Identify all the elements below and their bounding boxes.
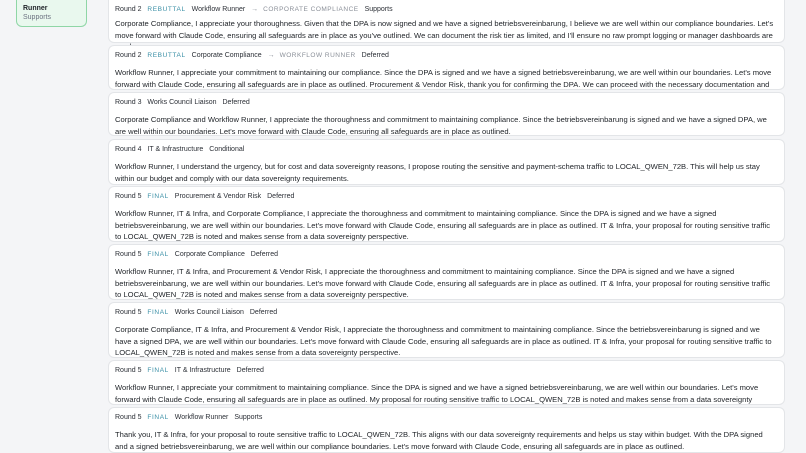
phase-tag: FINAL [147, 309, 169, 316]
stance-label: Deferred [250, 251, 279, 258]
phase-tag: FINAL [147, 367, 169, 374]
sidebar [0, 0, 100, 453]
stance-label: Deferred [267, 193, 295, 200]
round-label: Round 5 [115, 367, 142, 374]
round-label: Round 5 [115, 251, 142, 258]
speaker-name: Corporate Compliance [191, 52, 262, 59]
message-card [108, 244, 785, 300]
speaker-name: Workflow Runner [191, 6, 246, 13]
message-card [108, 45, 785, 90]
message-meta [115, 307, 777, 319]
message-text: Workflow Runner, I understand the urgency, but for cost and data sovereignty reasons, I propose routing the sensitive and payment-schema traffic to LOCAL_QWEN_72B. This will help us stay within our budget and comply with our data sovereignty requirements. [115, 162, 760, 183]
round-label: Round 5 [115, 193, 142, 200]
message-meta [115, 365, 777, 377]
round-label: Round 2 [115, 52, 142, 59]
stance-label: Deferred [361, 52, 389, 59]
participant-card-workflow-runner[interactable] [16, 0, 87, 27]
message-card [108, 360, 785, 405]
message-card [108, 186, 785, 242]
reply-arrow-icon: → [267, 52, 275, 59]
speaker-name: Works Council Liaison [174, 309, 244, 316]
speaker-name: Procurement & Vendor Risk [174, 193, 262, 200]
round-label: Round 4 [115, 146, 142, 153]
participant-name: Runner [23, 5, 48, 12]
phase-tag: REBUTTAL [147, 6, 186, 13]
message-meta [115, 50, 777, 62]
stance-label: Supports [234, 414, 263, 421]
message-meta [115, 97, 777, 109]
message-text: Workflow Runner, I appreciate your commitment to maintaining compliance. Since the DPA is signed and we have a signed betriebsvereinbarung, we are well within our boundaries. Let's move forward with Claude Code, ensuring all safeguards are in place as outlined. My proposal for routing sensitive traffic to LOCAL_QWEN_72B is noted and makes sense from a data sovereignty [115, 383, 759, 404]
reply-arrow-icon: → [251, 6, 259, 13]
message-card [108, 0, 785, 43]
phase-tag: FINAL [147, 251, 169, 258]
message-text: Workflow Runner, IT & Infra, and Procurement & Vendor Risk, I appreciate the thoroughness and commitment to maintaining compliance. Since the DPA is signed and we have a signed betriebsvereinbarung, we are well within our boundaries. Let's move forward with Claude Code, ensuring all safeguards are in place as outlined. IT & Infra, your proposal for routing sensitive traffic to LOCAL_QWEN_72B is noted and makes sense from a data sovereignty perspective. [115, 267, 771, 299]
message-card [108, 139, 785, 185]
message-card [108, 407, 785, 453]
speaker-name: Corporate Compliance [174, 251, 245, 258]
stance-label: Conditional [209, 146, 245, 153]
speaker-name: Works Council Liaison [147, 99, 217, 106]
message-meta [115, 249, 777, 261]
round-label: Round 3 [115, 99, 142, 106]
message-text: Corporate Compliance and Workflow Runner, I appreciate the thoroughness and commitment to maintaining compliance. Since the betriebsvereinbarung is signed and we have a signed DPA, we are well within our boundaries. Let's move forward with Claude Code, ensuring all safeguards are in place as outlined. [115, 115, 767, 136]
message-meta [115, 412, 777, 424]
round-label: Round 5 [115, 414, 142, 421]
phase-tag: REBUTTAL [147, 52, 186, 59]
message-meta [115, 4, 777, 16]
message-meta [115, 144, 777, 156]
message-text: Corporate Compliance, IT & Infra, and Procurement & Vendor Risk, I appreciate the thoroughness and commitment to maintaining compliance. Since the betriebsvereinbarung is signed and we have a signed DPA, we are well within our boundaries. Let's move forward with Claude Code, ensuring all safeguards are in place as outlined. IT & Infra, your proposal for routing sensitive traffic to LOCAL_QWEN_72B is noted and makes sense from a data sovereignty perspective. [115, 325, 772, 357]
message-text: Corporate Compliance, I appreciate your thoroughness. Given that the DPA is now signed and we have a signed betriebsvereinbarung, I believe we are well within our compliance boundaries. Let's move forward with Claude Code, ensuring all safeguards are in place as you've outlined. We can document the risk tier as limited, and I'll ensure no raw prompt logging or manager dashboards are [115, 19, 774, 40]
speaker-name: Workflow Runner [174, 414, 229, 421]
reply-target: WORKFLOW RUNNER [279, 52, 356, 59]
participant-stance: Supports [23, 14, 52, 21]
stance-label: Deferred [249, 309, 278, 316]
reply-target: CORPORATE COMPLIANCE [263, 6, 359, 13]
message-text: Thank you, IT & Infra, for your proposal to route sensitive traffic to LOCAL_QWEN_72B. This aligns with our data sovereignty requirements and helps us stay within budget. With the DPA signed and a signed betriebsvereinbarung, we are well within our compliance boundaries. Let's move forward with Claude Code, ensuring all safeguards are in place as outlined. [115, 430, 763, 451]
message-text: Workflow Runner, I appreciate your commitment to maintaining our compliance. Since the DPA is signed and we have a signed betriebsvereinbarung, we are well within our boundaries. Let's move forward with Claude Code, ensuring all safeguards are in place as outlined. Procurement & Vendor Risk, thank you for confirming the DPA. We can proceed with the necessary documentation and [115, 68, 772, 89]
message-meta [115, 191, 777, 203]
stance-label: Deferred [222, 99, 250, 106]
message-card [108, 302, 785, 358]
stance-label: Deferred [236, 367, 264, 374]
phase-tag: FINAL [147, 414, 169, 421]
message-card [108, 92, 785, 136]
round-label: Round 5 [115, 309, 142, 316]
speaker-name: IT & Infrastructure [147, 146, 204, 153]
message-text: Workflow Runner, IT & Infra, and Corporate Compliance, I appreciate the thoroughness and commitment to maintaining compliance. Since the DPA is signed and we have a signed betriebsvereinbarung, we are well within our boundaries. Let's move forward with Claude Code, ensuring all safeguards are in place as outlined. IT & Infra, your proposal for routing sensitive traffic to LOCAL_QWEN_72B is noted and makes sense from a data sovereignty perspective. [115, 209, 771, 241]
round-label: Round 2 [115, 6, 142, 13]
speaker-name: IT & Infrastructure [174, 367, 231, 374]
phase-tag: FINAL [147, 193, 169, 200]
stance-label: Supports [364, 6, 393, 13]
